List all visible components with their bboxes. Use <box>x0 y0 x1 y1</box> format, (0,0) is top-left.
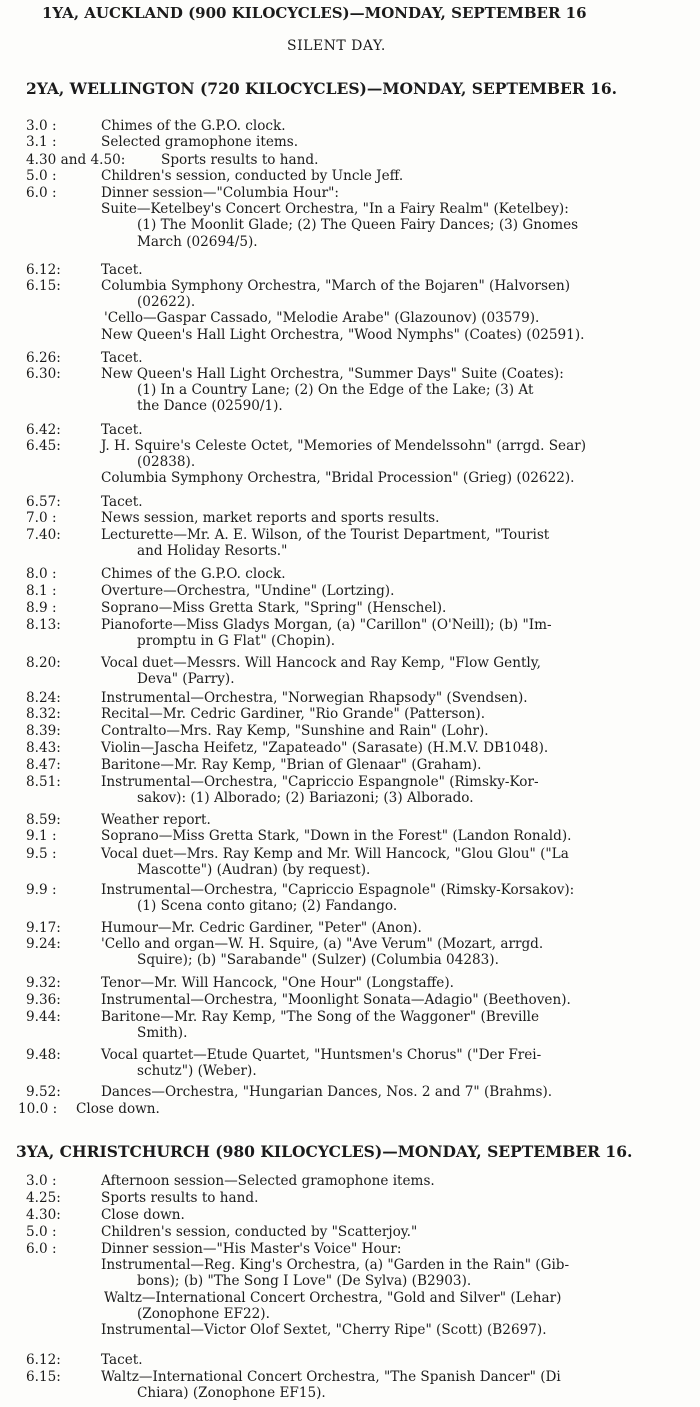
entry-text: bons); (b) "The Song I Love" (De Sylva) (B2903). <box>137 1273 472 1290</box>
entry-text: Weather report. <box>101 812 211 828</box>
entry-text: Columbia Symphony Orchestra, "Bridal Procession" (Grieg) (02622). <box>101 470 575 487</box>
entry-text: Tacet. <box>101 262 143 278</box>
entry-text: Contralto—Mrs. Ray Kemp, "Sunshine and Rain" (Lohr). <box>101 723 489 739</box>
entry-text: and Holiday Resorts." <box>137 543 288 560</box>
entry-text: Children's session, conducted by "Scatterjoy." <box>101 1224 418 1240</box>
entry-text: Selected gramophone items. <box>101 134 299 150</box>
entry-text: Lecturette—Mr. A. E. Wilson, of the Tourist Department, "Tourist <box>101 527 550 543</box>
entry-text: sakov): (1) Alborado; (2) Bariazoni; (3) Alborado. <box>137 790 474 807</box>
entry-text: Deva" (Parry). <box>137 671 235 688</box>
entry-time: 6.15: <box>26 278 61 294</box>
entry-text: Tenor—Mr. Will Hancock, "One Hour" (Longstaffe). <box>101 975 454 991</box>
entry-text: Close down. <box>76 1101 160 1117</box>
entry-text: Tacet. <box>101 350 143 366</box>
entry-time: 6.30: <box>26 366 61 382</box>
entry-text: Columbia Symphony Orchestra, "March of the Bojaren" (Halvorsen) <box>101 278 571 294</box>
entry-text: Dinner session—"His Master's Voice" Hour: <box>101 1241 402 1257</box>
entry-text: Squire); (b) "Sarabande" (Sulzer) (Columbia 04283). <box>137 952 499 969</box>
entry-text: Afternoon session—Selected gramophone items. <box>101 1173 435 1189</box>
entry-text: (1) Scena conto gitano; (2) Fandango. <box>137 898 398 915</box>
entry-text: Instrumental—Orchestra, "Moonlight Sonata—Adagio" (Beethoven). <box>101 992 571 1008</box>
entry-text: 'Cello and organ—W. H. Squire, (a) "Ave Verum" (Mozart, arrgd. <box>101 936 544 952</box>
station-2ya-heading: 2YA, WELLINGTON (720 KILOCYCLES)—MONDAY, SEPTEMBER 16. <box>26 79 618 98</box>
entry-text: the Dance (02590/1). <box>137 398 283 415</box>
entry-time: 9.52: <box>26 1084 61 1100</box>
entry-time: 5.0 : <box>26 168 57 184</box>
entry-text: (02622). <box>137 294 196 311</box>
entry-text: schutz") (Weber). <box>137 1063 257 1080</box>
entry-time: 4.30 and 4.50: <box>26 152 126 168</box>
entry-time: 6.26: <box>26 350 61 366</box>
entry-text: Vocal quartet—Etude Quartet, "Huntsmen's Chorus" ("Der Frei- <box>101 1047 542 1063</box>
entry-time: 8.32: <box>26 706 61 722</box>
entry-time: 9.32: <box>26 975 61 991</box>
entry-text: Baritone—Mr. Ray Kemp, "The Song of the Waggoner" (Breville <box>101 1009 540 1025</box>
entry-time: 6.15: <box>26 1369 61 1385</box>
entry-time: 8.20: <box>26 655 61 671</box>
entry-text: Instrumental—Orchestra, "Capriccio Espangnole" (Rimsky-Kor- <box>101 774 539 790</box>
entry-time: 6.12: <box>26 1352 61 1368</box>
silent-day-note: SILENT DAY. <box>287 38 386 54</box>
entry-text: Instrumental—Orchestra, "Capriccio Espagnole" (Rimsky-Korsakov): <box>101 882 575 898</box>
entry-text: Instrumental—Victor Olof Sextet, "Cherry Ripe" (Scott) (B2697). <box>101 1322 547 1339</box>
entry-text: 'Cello—Gaspar Cassado, "Melodie Arabe" (Glazounov) (03579). <box>104 310 540 327</box>
entry-time: 6.12: <box>26 262 61 278</box>
entry-time: 6.0 : <box>26 1241 57 1257</box>
station-1ya-heading: 1YA, AUCKLAND (900 KILOCYCLES)—MONDAY, SEPTEMBER 16 <box>42 4 587 22</box>
entry-text: Soprano—Miss Gretta Stark, "Down in the Forest" (Landon Ronald). <box>101 828 572 844</box>
entry-time: 8.39: <box>26 723 61 739</box>
entry-text: News session, market reports and sports results. <box>101 510 440 526</box>
entry-text: Dinner session—"Columbia Hour": <box>101 185 339 201</box>
entry-text: Vocal duet—Mrs. Ray Kemp and Mr. Will Hancock, "Glou Glou" ("La <box>101 846 569 862</box>
entry-time: 9.9 : <box>26 882 57 898</box>
entry-text: (1) In a Country Lane; (2) On the Edge of the Lake; (3) At <box>137 382 534 399</box>
entry-text: Soprano—Miss Gretta Stark, "Spring" (Henschel). <box>101 600 447 616</box>
entry-time: 8.51: <box>26 774 61 790</box>
entry-text: Dances—Orchestra, "Hungarian Dances, Nos. 2 and 7" (Brahms). <box>101 1084 553 1100</box>
entry-time: 6.0 : <box>26 185 57 201</box>
entry-text: Tacet. <box>101 494 143 510</box>
entry-text: New Queen's Hall Light Orchestra, "Wood Nymphs" (Coates) (02591). <box>101 326 585 343</box>
entry-time: 9.1 : <box>26 828 57 844</box>
entry-time: 3.0 : <box>26 118 57 134</box>
entry-text: Pianoforte—Miss Gladys Morgan, (a) "Carillon" (O'Neill); (b) "Im- <box>101 617 552 633</box>
entry-time: 9.5 : <box>26 846 57 862</box>
entry-time: 6.57: <box>26 494 61 510</box>
entry-text: Sports results to hand. <box>101 1190 259 1206</box>
entry-text: Suite—Ketelbey's Concert Orchestra, "In a Fairy Realm" (Ketelbey): <box>101 201 569 218</box>
entry-text: Mascotte") (Audran) (by request). <box>137 862 371 879</box>
entry-text: Close down. <box>101 1207 185 1223</box>
entry-text: Chimes of the G.P.O. clock. <box>101 118 286 134</box>
entry-time: 8.59: <box>26 812 61 828</box>
entry-time: 10.0 : <box>18 1101 58 1117</box>
entry-text: Children's session, conducted by Uncle Jeff. <box>101 168 404 184</box>
entry-text: Tacet. <box>101 422 143 438</box>
entry-text: (1) The Moonlit Glade; (2) The Queen Fairy Dances; (3) Gnomes <box>137 217 579 234</box>
station-3ya-heading: 3YA, CHRISTCHURCH (980 KILOCYCLES)—MONDAY, SEPTEMBER 16. <box>16 1142 633 1161</box>
entry-text: (02838). <box>137 454 196 471</box>
entry-time: 7.0 : <box>26 510 57 526</box>
entry-text: Chiara) (Zonophone EF15). <box>137 1385 326 1402</box>
entry-text: Waltz—International Concert Orchestra, "The Spanish Dancer" (Di <box>101 1369 561 1385</box>
entry-text: Sports results to hand. <box>161 152 319 168</box>
entry-text: Tacet. <box>101 1352 143 1368</box>
entry-text: (Zonophone EF22). <box>137 1305 270 1322</box>
entry-time: 8.24: <box>26 690 61 706</box>
entry-time: 4.30: <box>26 1207 61 1223</box>
entry-time: 8.43: <box>26 740 61 756</box>
entry-time: 4.25: <box>26 1190 61 1206</box>
entry-time: 8.13: <box>26 617 61 633</box>
entry-text: Overture—Orchestra, "Undine" (Lortzing). <box>101 583 395 599</box>
entry-text: Instrumental—Reg. King's Orchestra, (a) "Garden in the Rain" (Gib- <box>101 1257 570 1274</box>
entry-time: 8.9 : <box>26 600 57 616</box>
entry-time: 8.1 : <box>26 583 57 599</box>
entry-time: 9.17: <box>26 920 61 936</box>
entry-text: Chimes of the G.P.O. clock. <box>101 566 286 582</box>
entry-time: 6.45: <box>26 438 61 454</box>
entry-time: 3.1 : <box>26 134 57 150</box>
entry-text: March (02694/5). <box>137 233 258 250</box>
entry-time: 8.47: <box>26 757 61 773</box>
entry-time: 9.36: <box>26 992 61 1008</box>
entry-time: 6.42: <box>26 422 61 438</box>
entry-text: Humour—Mr. Cedric Gardiner, "Peter" (Anon). <box>101 920 422 936</box>
entry-time: 3.0 : <box>26 1173 57 1189</box>
entry-text: Baritone—Mr. Ray Kemp, "Brian of Glenaar" (Graham). <box>101 757 482 773</box>
entry-time: 5.0 : <box>26 1224 57 1240</box>
entry-time: 9.24: <box>26 936 61 952</box>
entry-text: Vocal duet—Messrs. Will Hancock and Ray Kemp, "Flow Gently, <box>101 655 541 671</box>
entry-text: New Queen's Hall Light Orchestra, "Summer Days" Suite (Coates): <box>101 366 564 382</box>
entry-time: 7.40: <box>26 527 61 543</box>
entry-text: Smith). <box>137 1025 188 1042</box>
entry-text: Instrumental—Orchestra, "Norwegian Rhapsody" (Svendsen). <box>101 690 528 706</box>
entry-text: Recital—Mr. Cedric Gardiner, "Rio Grande" (Patterson). <box>101 706 486 722</box>
entry-text: promptu in G Flat" (Chopin). <box>137 633 336 650</box>
entry-time: 8.0 : <box>26 566 57 582</box>
entry-time: 9.44: <box>26 1009 61 1025</box>
entry-text: Waltz—International Concert Orchestra, "Gold and Silver" (Lehar) <box>104 1289 562 1306</box>
entry-text: J. H. Squire's Celeste Octet, "Memories of Mendelssohn" (arrgd. Sear) <box>101 438 587 454</box>
entry-time: 9.48: <box>26 1047 61 1063</box>
entry-text: Violin—Jascha Heifetz, "Zapateado" (Sarasate) (H.M.V. DB1048). <box>101 740 549 756</box>
